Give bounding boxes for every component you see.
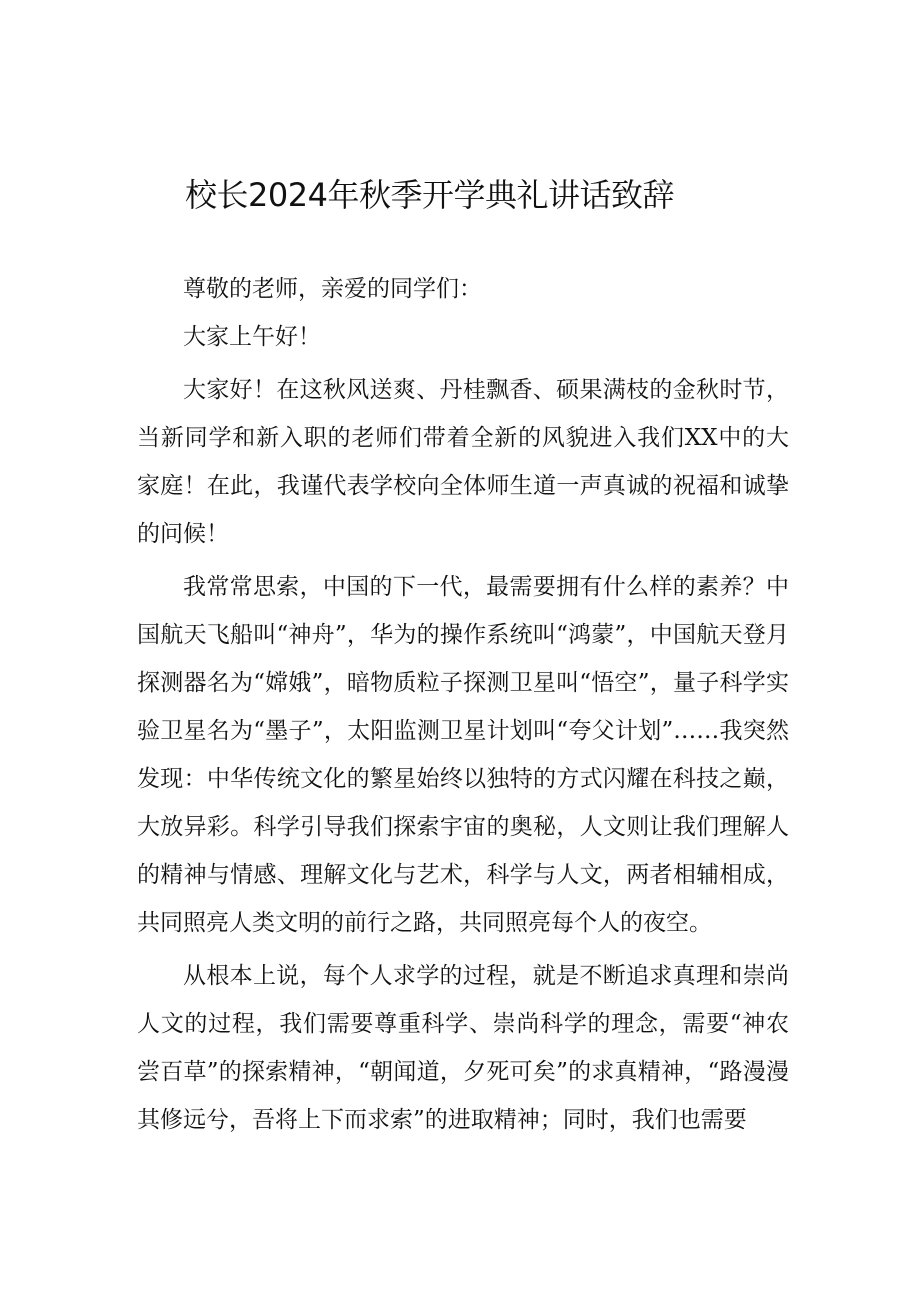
paragraph-pursuit-of-truth: 从根本上说，每个人求学的过程，就是不断追求真理和崇尚人文的过程，我们需要尊重科学、崇尚科学的理念，需要“神农尝百草”的探索精神，“朝闻道，夕死可矣”的求真精神，“路漫漫其修远兮，吾将上下而求索”的进取精神；同时，我们也需要 [137, 963, 789, 1133]
greeting-line: 大家上午好！ [183, 324, 321, 350]
document-title: 校长2024年秋季开学典礼讲话致辞 [185, 176, 674, 214]
paragraph-welcome: 大家好！在这秋风送爽、丹桂飘香、硕果满枝的金秋时节，当新同学和新入职的老师们带着全新的风貌进入我们XX中的大家庭！在此，我谨代表学校向全体师生道一声真诚的祝福和诚挚的问候！ [137, 377, 789, 547]
paragraph-science-culture: 我常常思索，中国的下一代，最需要拥有什么样的素养？中国航天飞船叫“神舟”，华为的操作系统叫“鸿蒙”，中国航天登月探测器名为“嫦娥”，暗物质粒子探测卫星叫“悟空”，量子科学实验卫星名为“墨子”，太阳监测卫星计划叫“夸父计划”……我突然发现：中华传统文化的繁星始终以独特的方式闪耀在科技之巅，大放异彩。科学引导我们探索宇宙的奥秘，人文则让我们理解人的精神与情感、理解文化与艺术，科学与人文，两者相辅相成，共同照亮人类文明的前行之路，共同照亮每个人的夜空。 [137, 574, 789, 936]
document-body [137, 265, 789, 1144]
salutation-line: 尊敬的老师，亲爱的同学们： [183, 276, 482, 302]
